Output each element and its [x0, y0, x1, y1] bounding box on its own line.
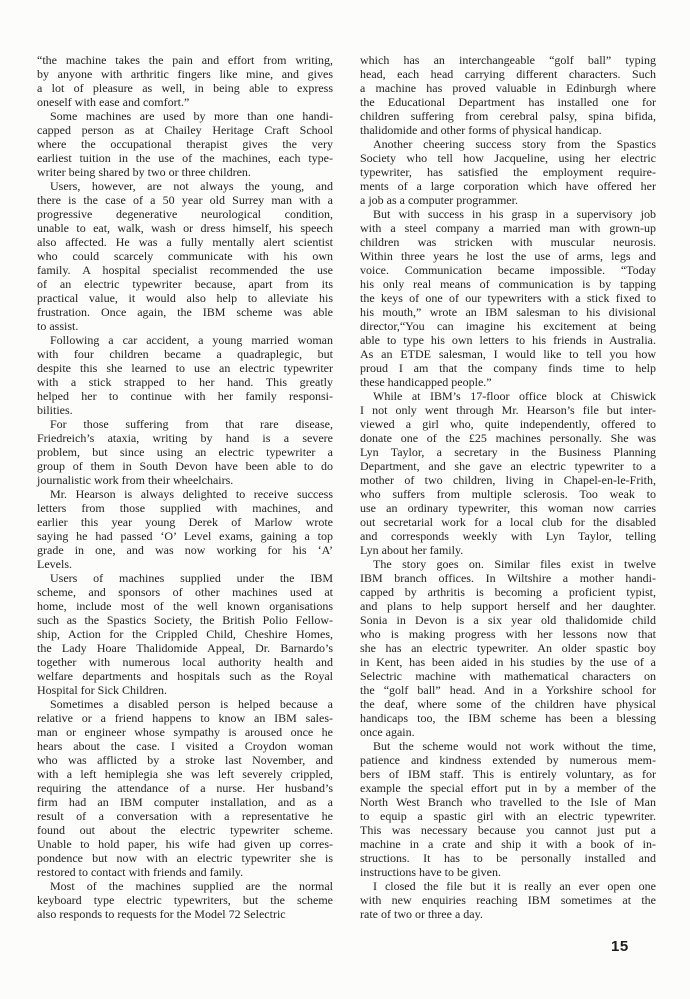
text-line: who is making progress with her lessons now that: [360, 627, 656, 641]
text-line: Following a car accident, a young married woman: [50, 333, 333, 347]
text-line: firm had an IBM computer installation, and as a: [37, 795, 333, 809]
text-line: who could scarcely communicate with his own: [37, 249, 333, 263]
text-line: But with success in his grasp in a supervisory job: [373, 207, 656, 221]
text-line: earlier this year young Derek of Marlow wrote: [37, 515, 333, 529]
text-line: But the scheme would not work without the time,: [373, 739, 656, 753]
text-line: restored to contact with friends and family.: [37, 865, 244, 879]
text-line: the keys of one of our typewriters with a stick fixed to: [360, 291, 656, 305]
paragraph: [37, 571, 333, 697]
text-line: helped her to continue with her family responsi-: [37, 389, 333, 403]
text-line: I not only went through Mr. Hearson’s file but inter-: [360, 403, 656, 417]
text-line: a machine has proved valuable in Edinburgh where: [360, 81, 656, 95]
paragraph: [360, 389, 656, 557]
text-line: I closed the file but it is really an ever open one: [373, 879, 656, 893]
text-line: North West Branch who travelled to the Isle of Man: [360, 795, 656, 809]
paragraph: [360, 137, 656, 207]
text-line: capped by arthritis is becoming a proficient typist,: [360, 585, 656, 599]
text-line: pondence but now with an electric typewriter she is: [37, 851, 333, 865]
text-line: where the occupational therapist gives the very: [37, 137, 333, 151]
text-line: and corresponds weekly with Lyn Taylor, telling: [360, 529, 656, 543]
paragraph: [360, 53, 656, 137]
text-line: she has an electric typewriter. An older spastic boy: [360, 641, 656, 655]
text-line: Mr. Hearson is always delighted to receive success: [50, 487, 333, 501]
text-line: home, include most of the well known organisations: [37, 599, 333, 613]
text-line: letters from those supplied with machines, and: [37, 501, 333, 515]
text-line: ship, Action for the Crippled Child, Cheshire Homes,: [37, 627, 333, 641]
text-line: grade in one, and was now working for his ‘A’: [37, 543, 333, 557]
text-line: Another cheering success story from the Spastics: [373, 137, 656, 151]
text-line: mother of two children, living in Chapel-en-le-Frith,: [360, 473, 656, 487]
paragraph: [37, 879, 333, 921]
text-line: the Lady Hoare Thalidomide Appeal, Dr. Barnardo’s: [37, 641, 333, 655]
text-line: instructions have to be given.: [360, 865, 501, 879]
text-line: with a steel company a married man with grown-up: [360, 221, 656, 235]
text-line: despite this she learned to use an electric typewriter: [37, 361, 333, 375]
text-line: with a stick strapped to her hand. This greatly: [37, 375, 333, 389]
text-line: man or engineer whose sympathy is aroused once he: [37, 725, 333, 739]
text-line: found out about the electric typewriter scheme.: [37, 823, 333, 837]
text-line: progressive degenerative neurological condition,: [37, 207, 333, 221]
paragraph: [360, 207, 656, 389]
text-line: For those suffering from that rare disease,: [50, 417, 333, 431]
text-line: to assist.: [37, 319, 79, 333]
text-line: the Educational Department has installed one for: [360, 95, 656, 109]
text-line: head, each head carrying different characters. Such: [360, 67, 656, 81]
text-line: able to type his own letters to his friends in Australia.: [360, 333, 656, 347]
text-line: Within three years he lost the use of arms, legs and: [360, 249, 656, 263]
text-line: machine in a crate and ship it with a book of in-: [360, 837, 656, 851]
text-line: The story goes on. Similar files exist in twelve: [373, 557, 656, 571]
text-line: frustration. Once again, the IBM scheme was able: [37, 305, 333, 319]
text-line: viewed a girl who, quite independently, offered to: [360, 417, 656, 431]
text-line: with a left hemiplegia she was left severely crippled,: [37, 767, 333, 781]
text-line: the deaf, where some of the children have physical: [360, 697, 656, 711]
text-line: result of a conversation with a representative he: [37, 809, 333, 823]
paragraph: [37, 109, 333, 179]
text-line: director,“You can imagine his excitement at being: [360, 319, 656, 333]
text-line: capped person as at Chailey Heritage Craft School: [37, 123, 333, 137]
text-line: IBM branch offices. In Wiltshire a mother handi-: [360, 571, 656, 585]
text-line: his only real means of communication is by tapping: [360, 277, 656, 291]
text-line: hears about the case. I visited a Croydon woman: [37, 739, 333, 753]
paragraph: [37, 179, 333, 333]
text-line: keyboard type electric typewriters, but the scheme: [37, 893, 333, 907]
text-line: together with numerous local authority health and: [37, 655, 333, 669]
text-line: also affected. He was a fully mentally alert scientist: [37, 235, 333, 249]
text-line: typewriter, has satisfied the employment require-: [360, 165, 656, 179]
text-line: the “golf ball” head. And in a Yorkshire school for: [360, 683, 656, 697]
text-line: there is the case of a 50 year old Surrey man with a: [37, 193, 333, 207]
text-line: handicaps too, the IBM scheme has been a blessing: [360, 711, 656, 725]
text-line: to equip a spastic girl with an electric typewriter.: [360, 809, 656, 823]
text-line: While at IBM’s 17-floor office block at Chiswick: [373, 389, 656, 403]
text-line: these handicapped people.”: [360, 375, 492, 389]
text-line: Lyn Taylor, a secretary in the Business Planning: [360, 445, 656, 459]
text-line: Users of machines supplied under the IBM: [50, 571, 333, 585]
text-line: patience and kindness extended by numerous mem-: [360, 753, 656, 767]
text-line: earliest tuition in the use of the machines, each type-: [37, 151, 333, 165]
text-line: children was stricken with muscular neurosis.: [360, 235, 656, 249]
text-line: donate one of the £25 machines personally. She was: [360, 431, 656, 445]
text-line: rate of two or three a day.: [360, 907, 483, 921]
text-line: a job as a computer programmer.: [360, 193, 518, 207]
text-line: proud I am that the company finds time to help: [360, 361, 656, 375]
paragraph: [360, 739, 656, 879]
text-line: relative or a friend happens to know an IBM sales-: [37, 711, 333, 725]
text-line: which has an interchangeable “golf ball” typing: [360, 53, 656, 67]
text-line: with four children became a quadraplegic, but: [37, 347, 333, 361]
text-line: scheme, and sponsors of other machines used at: [37, 585, 333, 599]
text-line: Sometimes a disabled person is helped because a: [50, 697, 333, 711]
text-column-left: [37, 53, 333, 921]
paragraph: [360, 879, 656, 921]
text-line: ments of a large corporation which have offered her: [360, 179, 656, 193]
text-line: “the machine takes the pain and effort from writing,: [37, 53, 333, 67]
text-line: Society who tell how Jacqueline, using her electric: [360, 151, 656, 165]
text-line: bilities.: [37, 403, 73, 417]
text-line: Unable to hold paper, his wife had given up corres-: [37, 837, 333, 851]
text-line: unable to eat, walk, wash or dress himself, his speech: [37, 221, 333, 235]
paragraph: [37, 697, 333, 879]
text-line: practical value, it would also help to alleviate his: [37, 291, 333, 305]
text-line: example the special effort put in by a member of the: [360, 781, 656, 795]
paragraph: [37, 417, 333, 487]
text-line: structions. It has to be personally installed and: [360, 851, 656, 865]
text-line: welfare departments and hospitals such as the Royal: [37, 669, 333, 683]
text-line: such as the Spastics Society, the British Polio Fellow-: [37, 613, 333, 627]
paragraph: [37, 333, 333, 417]
text-line: who suffers from multiple sclerosis. Too weak to: [360, 487, 656, 501]
text-line: problem, but since using an electric typewriter a: [37, 445, 333, 459]
text-line: a lot of pleasure as well, in being able to express: [37, 81, 333, 95]
text-line: once again.: [360, 725, 415, 739]
text-line: with new enquiries reaching IBM sometimes at the: [360, 893, 656, 907]
paragraph: [360, 557, 656, 739]
text-line: This was necessary because you cannot just put a: [360, 823, 656, 837]
text-line: and plans to help support herself and her daughter.: [360, 599, 656, 613]
text-line: Some machines are used by more than one handi-: [50, 109, 333, 123]
paragraph: [37, 53, 333, 109]
text-line: oneself with ease and comfort.”: [37, 95, 190, 109]
text-line: group of them in South Devon have been able to do: [37, 459, 333, 473]
text-line: saying he had passed ‘O’ Level exams, gaining a top: [37, 529, 333, 543]
text-line: Levels.: [37, 557, 72, 571]
text-line: requiring the attendance of a nurse. Her husband’s: [37, 781, 333, 795]
text-line: Hospital for Sick Children.: [37, 683, 167, 697]
text-line: use an ordinary typewriter, this woman now carries: [360, 501, 656, 515]
text-line: Lyn about her family.: [360, 543, 464, 557]
text-line: Most of the machines supplied are the normal: [50, 879, 333, 893]
text-line: bers of IBM staff. This is entirely voluntary, as for: [360, 767, 656, 781]
text-line: writer being shared by two or three children.: [37, 165, 251, 179]
text-line: children suffering from cerebral palsy, spina bifida,: [360, 109, 656, 123]
text-column-right: [360, 53, 656, 921]
text-line: journalistic work from their wheelchairs.: [37, 473, 234, 487]
text-line: Sonia in Devon is a six year old thalidomide child: [360, 613, 656, 627]
text-line: of an electric typewriter because, apart from its: [37, 277, 333, 291]
text-line: voice. Communication became impossible. “Today: [360, 263, 656, 277]
text-line: Department, and she gave an electric typewriter to a: [360, 459, 656, 473]
text-line: Friedreich’s ataxia, writing by hand is a severe: [37, 431, 333, 445]
paragraph: [37, 487, 333, 571]
text-line: As an ETDE salesman, I would like to tell you how: [360, 347, 656, 361]
text-line: Users, however, are not always the young, and: [50, 179, 333, 193]
page-number: 15: [611, 938, 629, 955]
text-line: by anyone with arthritic fingers like mine, and gives: [37, 67, 333, 81]
text-line: his mouth,” wrote an IBM salesman to his divisional: [360, 305, 656, 319]
text-line: Selectric machine with mathematical characters on: [360, 669, 656, 683]
text-line: also responds to requests for the Model 72 Selectric: [37, 907, 286, 921]
text-line: who was afflicted by a stroke last November, and: [37, 753, 333, 767]
text-line: in Kent, has been aided in his studies by the use of a: [360, 655, 656, 669]
text-line: family. A hospital specialist recommended the use: [37, 263, 333, 277]
text-line: out secretarial work for a local club for the disabled: [360, 515, 656, 529]
text-line: thalidomide and other forms of physical handicap.: [360, 123, 602, 137]
